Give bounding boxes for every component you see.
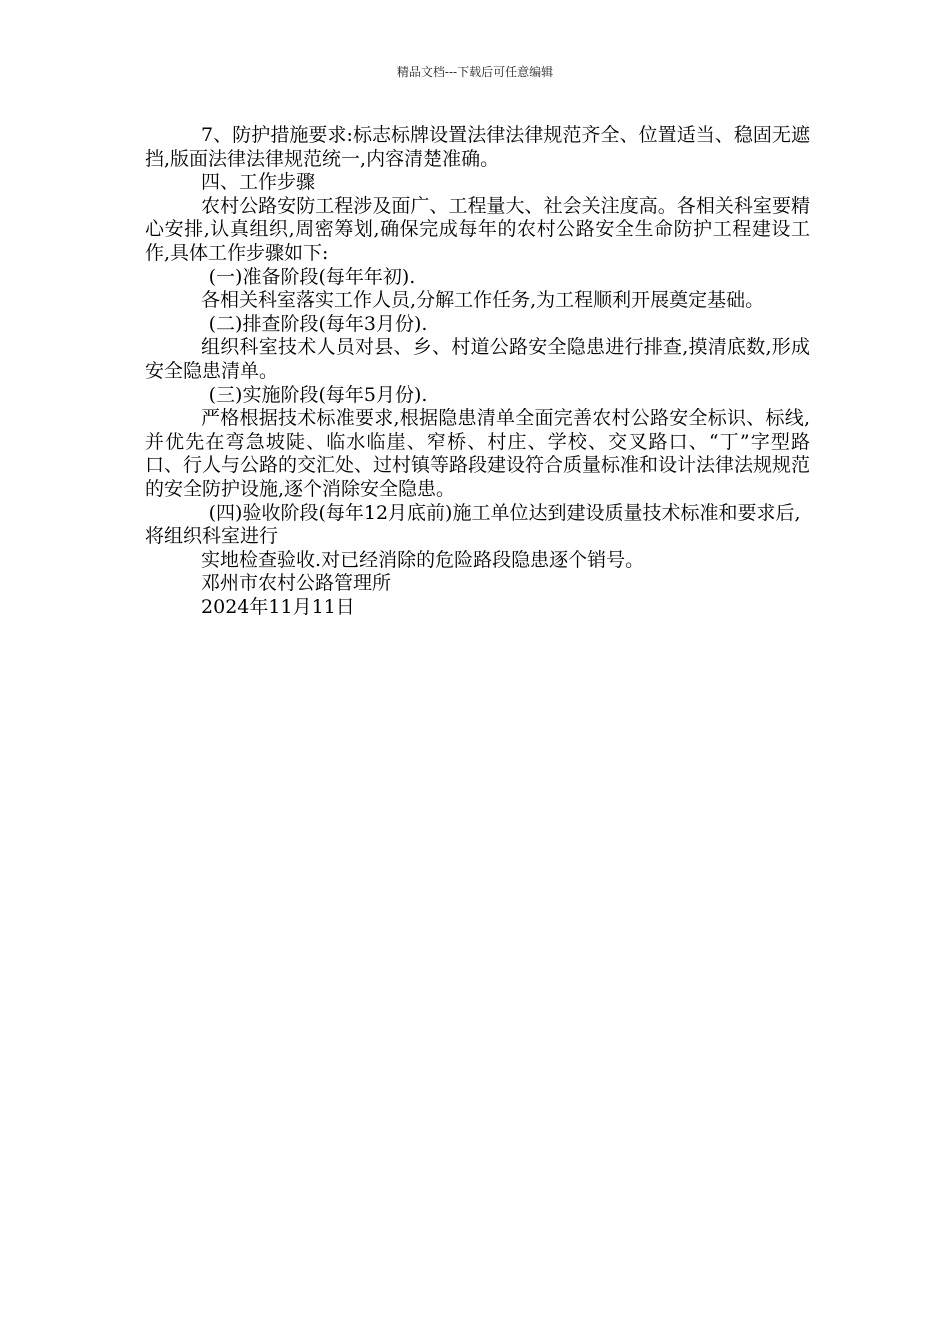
signature-date: 2024年11月11日 bbox=[201, 595, 355, 618]
paragraph-work-steps-intro: 农村公路安防工程涉及面广、工程量大、社会关注度高。各相关科室要精心安排,认真组织,周密筹划,确保完成每年的农村公路安全生命防护工程建设工作,具体工作步骤如下: bbox=[145, 194, 810, 264]
paragraph-inspection-stage: 组织科室技术人员对县、乡、村道公路安全隐患进行排查,摸清底数,形成安全隐患清单。 bbox=[145, 336, 810, 382]
paragraph-preparation-stage: 各相关科室落实工作人员,分解工作任务,为工程顺利开展奠定基础。 bbox=[201, 289, 765, 312]
paragraph-protection-requirements: 7、防护措施要求:标志标牌设置法律法律规范齐全、位置适当、稳固无遮挡,版面法律法律规范统一,内容清楚准确。 bbox=[145, 124, 810, 170]
paragraph-acceptance-stage: (四)验收阶段(每年12月底前)施工单位达到建设质量技术标准和要求后,将组织科室进行 bbox=[145, 501, 801, 548]
paragraph-implementation-stage: 严格根据技术标准要求,根据隐患清单全面完善农村公路安全标识、标线,并优先在弯急坡陡、临水临崖、窄桥、村庄、学校、交叉路口、“丁”字型路口、行人与公路的交汇处、过村镇等路段建设符合质量标准和设计法律法规规范的安全防护设施,逐个消除安全隐患。 bbox=[145, 407, 811, 500]
section-heading-work-steps: 四、工作步骤 bbox=[201, 171, 316, 194]
paragraph-acceptance-continued: 实地检查验收.对已经消除的危险路段隐患逐个销号。 bbox=[201, 548, 645, 571]
subheading-implementation-stage: (三)实施阶段(每年5月份). bbox=[208, 383, 428, 406]
subheading-inspection-stage: (二)排查阶段(每年3月份). bbox=[208, 312, 428, 335]
page-header: 精品文档---下载后可任意编辑 bbox=[396, 65, 554, 79]
signature-organization: 邓州市农村公路管理所 bbox=[201, 572, 392, 595]
subheading-preparation-stage: (一)准备阶段(每年年初). bbox=[208, 265, 416, 288]
document-body bbox=[145, 124, 810, 619]
